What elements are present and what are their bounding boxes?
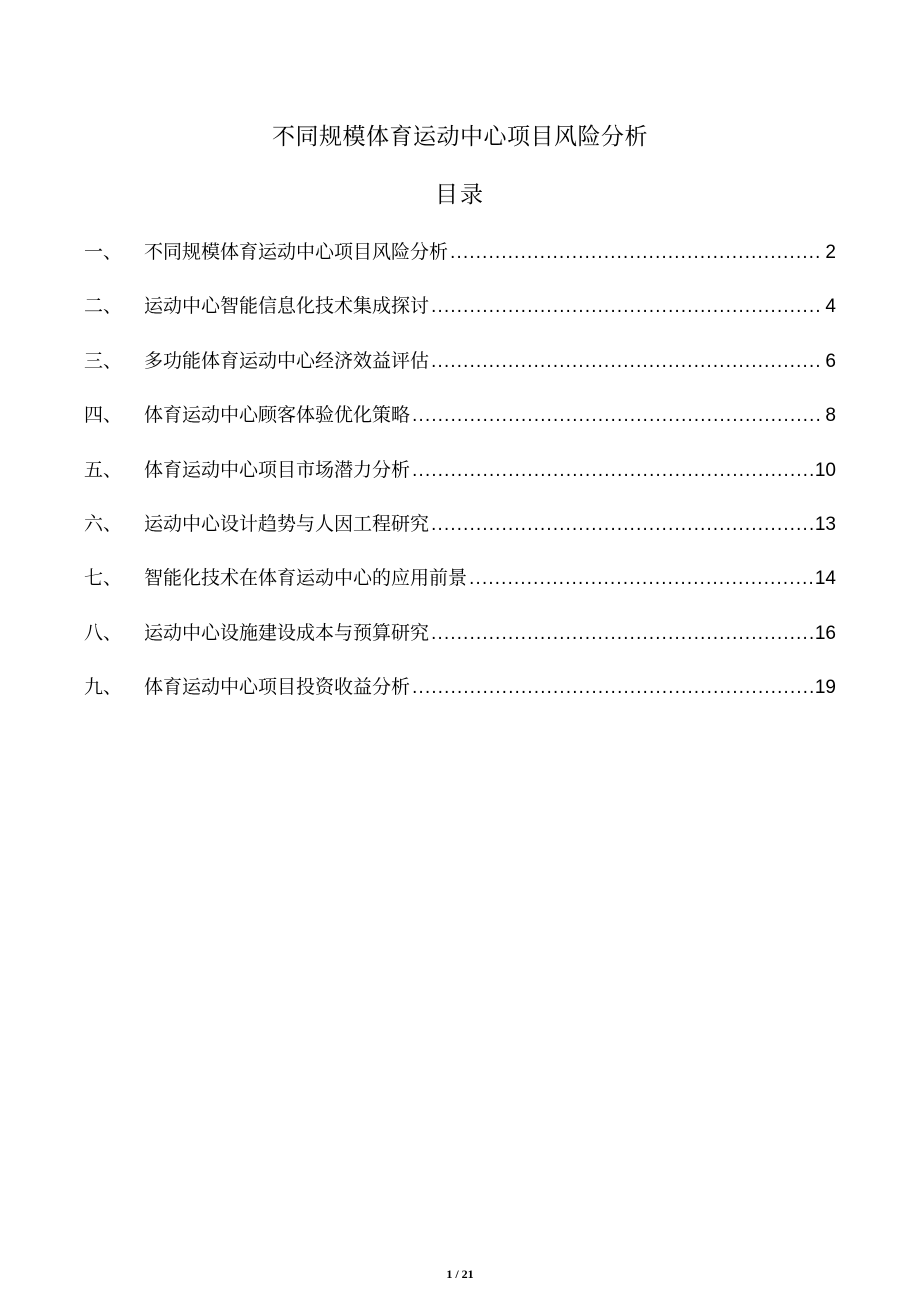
toc-entry-page: 16: [814, 622, 836, 644]
toc-entry-page: 4: [825, 296, 836, 318]
toc-entry-page: 14: [814, 568, 836, 590]
toc-entry-page: 2: [825, 242, 836, 263]
page-number-indicator: 1 / 21: [446, 1267, 474, 1281]
toc-entry-title: 不同规模体育运动中心项目风险分析: [144, 241, 449, 263]
toc-entry-5[interactable]: [84, 454, 836, 508]
toc-dot-leader: [412, 455, 813, 487]
toc-entry-page: 10: [814, 459, 836, 481]
toc-dot-leader: [431, 618, 813, 650]
toc-entry-number: 四、: [84, 404, 123, 427]
toc-entry-title: 运动中心智能信息化技术集成探讨: [144, 295, 430, 318]
toc-entry-title: 智能化技术在体育运动中心的应用前景: [144, 567, 468, 590]
toc-entry-number: 五、: [84, 458, 123, 481]
toc-entry-number: 八、: [84, 621, 123, 644]
toc-entry-8[interactable]: [84, 617, 836, 671]
toc-entry-page: 6: [825, 350, 836, 372]
document-title: 不同规模体育运动中心项目风险分析: [272, 124, 648, 150]
toc-entry-title: 多功能体育运动中心经济效益评估: [144, 349, 430, 372]
toc-entry-title: 体育运动中心顾客体验优化策略: [144, 404, 411, 427]
toc-entry-number: 六、: [84, 512, 123, 535]
toc-entry-number: 七、: [84, 567, 123, 590]
toc-dot-leader: [412, 400, 823, 432]
toc-entry-4[interactable]: [84, 399, 836, 453]
toc-dot-leader: [431, 346, 823, 378]
toc-dot-leader: [412, 672, 813, 704]
toc-dot-leader: [431, 291, 823, 323]
toc-entry-9[interactable]: [84, 671, 836, 725]
toc-entry-title: 体育运动中心项目投资收益分析: [144, 676, 411, 699]
table-of-contents: [84, 236, 836, 726]
toc-entry-2[interactable]: [84, 290, 836, 344]
toc-entry-6[interactable]: [84, 508, 836, 562]
toc-entry-1[interactable]: [84, 236, 836, 290]
toc-dot-leader: [450, 237, 823, 269]
toc-entry-title: 体育运动中心项目市场潜力分析: [144, 458, 411, 481]
toc-entry-page: 19: [814, 677, 836, 699]
toc-entry-page: 8: [825, 405, 836, 427]
toc-entry-3[interactable]: [84, 345, 836, 399]
toc-entry-number: 三、: [84, 349, 123, 372]
toc-entry-number: 二、: [84, 295, 123, 318]
toc-entry-title: 运动中心设计趋势与人因工程研究: [144, 512, 430, 535]
toc-dot-leader: [469, 563, 813, 595]
toc-dot-leader: [431, 509, 813, 541]
toc-entry-number: 一、: [84, 241, 123, 263]
toc-entry-number: 九、: [84, 676, 123, 699]
toc-entry-7[interactable]: [84, 562, 836, 616]
toc-heading: 目录: [435, 182, 485, 208]
toc-entry-page: 13: [814, 513, 836, 535]
toc-entry-title: 运动中心设施建设成本与预算研究: [144, 621, 430, 644]
